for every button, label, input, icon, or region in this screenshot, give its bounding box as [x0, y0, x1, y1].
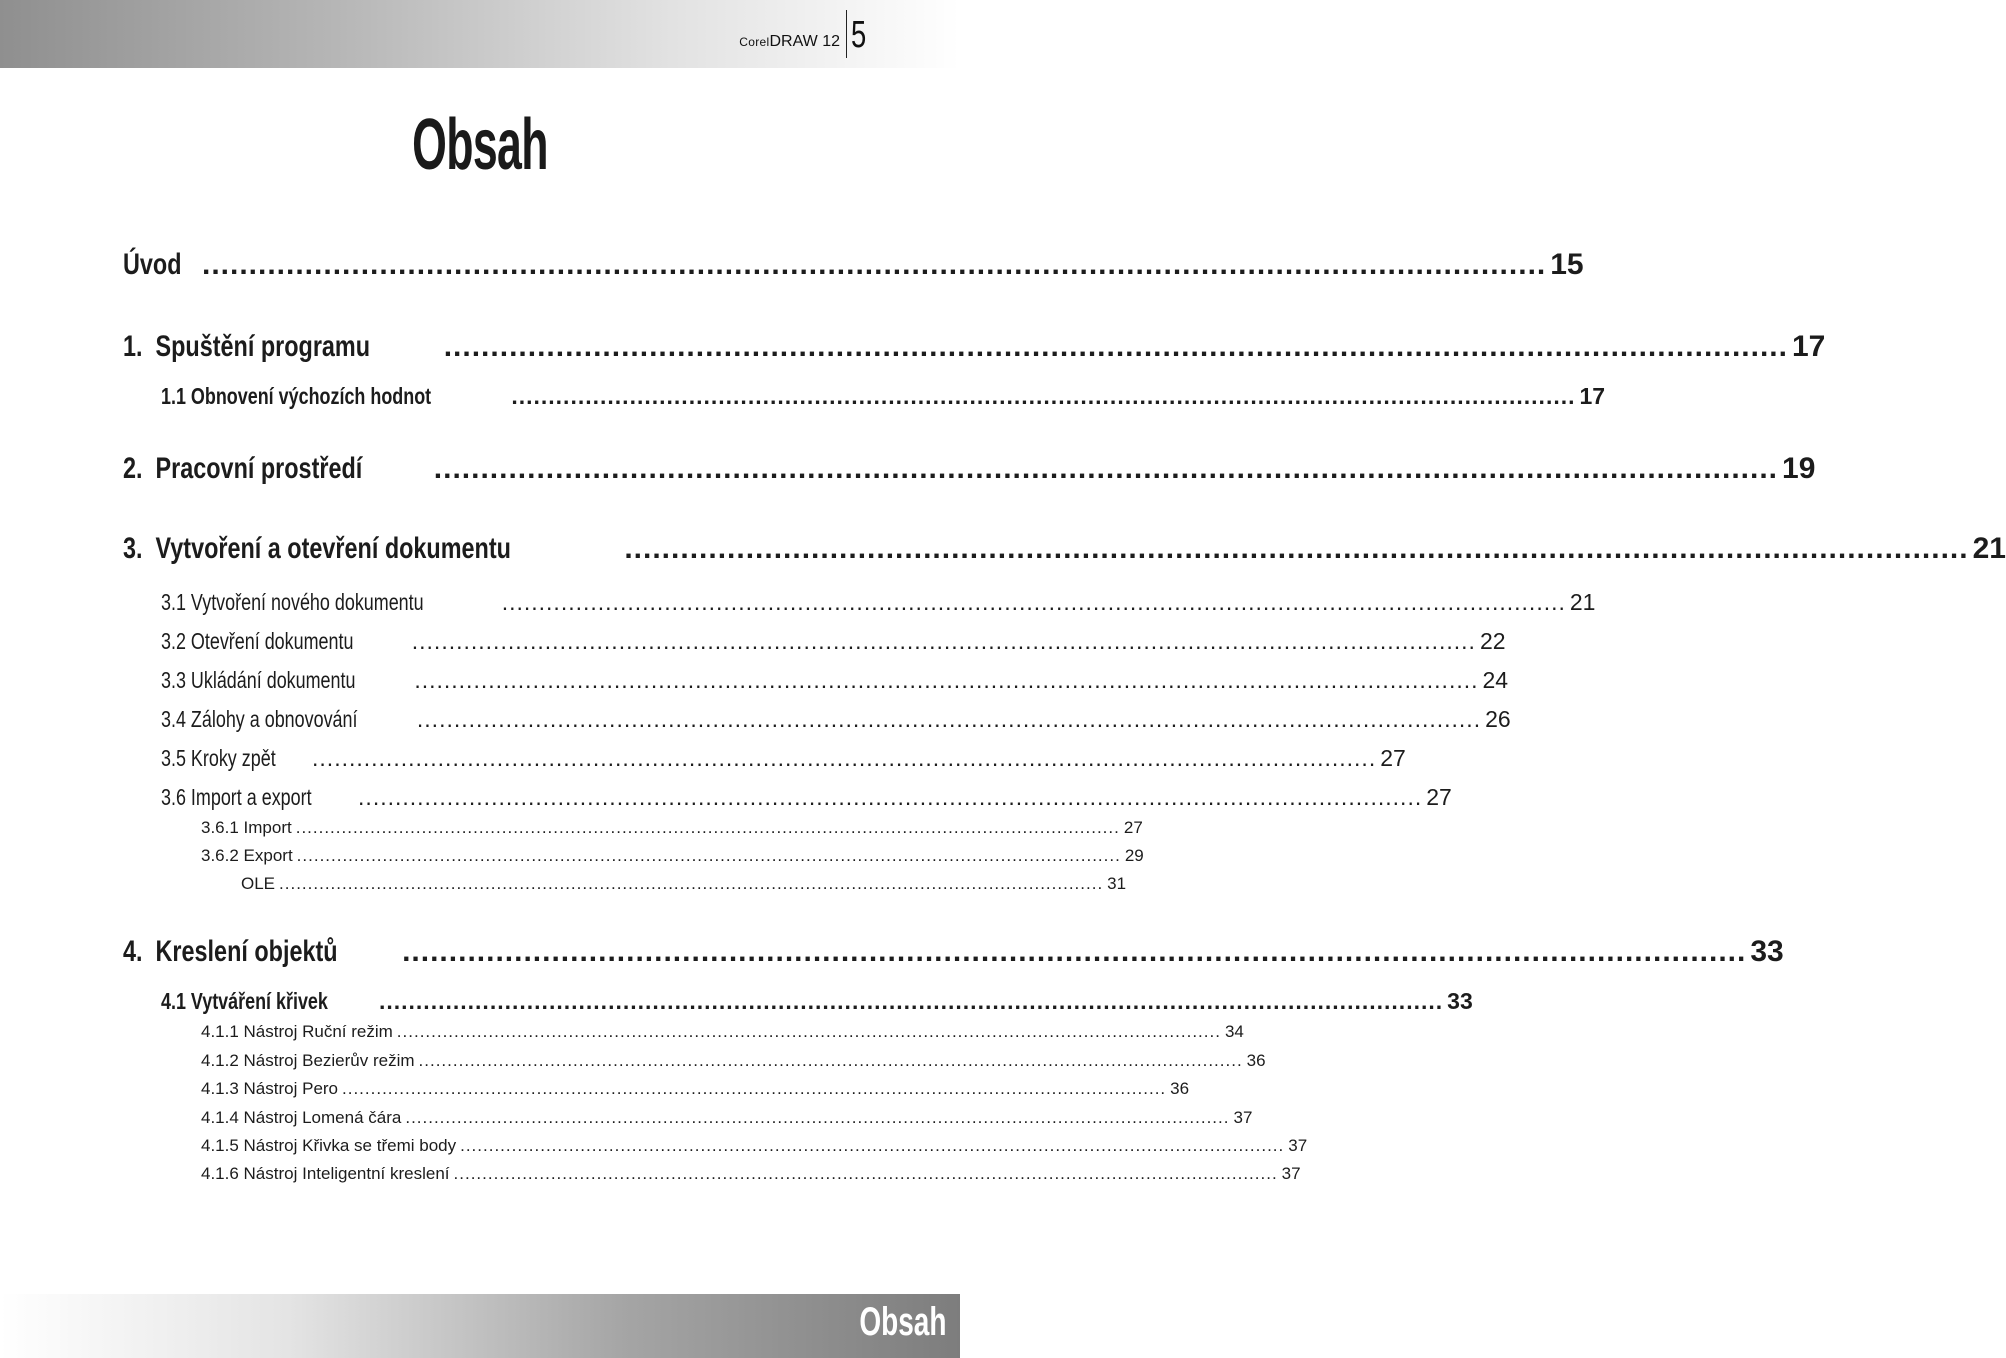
- footer-section-title: Obsah: [858, 1300, 946, 1344]
- toc-leader: ................................................................................................................................................: [624, 532, 1969, 565]
- toc-label: 4.1.1 Nástroj Ruční režim: [201, 1022, 393, 1041]
- toc-label: 1.1 Obnovení výchozích hodnot: [161, 383, 432, 409]
- toc-page: 22: [1479, 628, 1506, 654]
- toc-page: 21: [1972, 532, 2006, 565]
- toc-entry-4-1-5[interactable]: [201, 1136, 1308, 1156]
- toc-entry-3-3[interactable]: [161, 667, 1509, 694]
- toc-page: 34: [1224, 1022, 1244, 1041]
- toc-entry-chapter-2[interactable]: [123, 452, 1816, 486]
- footer-bar: [0, 1294, 960, 1358]
- toc-leader: ................................................................................................................................................: [411, 628, 1476, 654]
- toc-leader: ................................................................................................................................................: [358, 784, 1423, 810]
- toc-entry-1-1[interactable]: [161, 383, 1606, 410]
- toc-entry-4-1-1[interactable]: [201, 1022, 1244, 1042]
- toc-page: 33: [1750, 935, 1784, 968]
- toc-label: 4.1.5 Nástroj Křivka se třemi body: [201, 1136, 457, 1155]
- toc-label: 4.1.3 Nástroj Pero: [201, 1079, 339, 1098]
- toc-page: 37: [1233, 1108, 1253, 1127]
- toc-page: 36: [1170, 1079, 1190, 1098]
- toc-leader: ................................................................................................................................................: [296, 846, 1121, 865]
- toc-entry-3-2[interactable]: [161, 628, 1506, 655]
- toc-leader: ................................................................................................................................................: [416, 706, 1482, 732]
- toc-label: 4.1 Vytváření křivek: [161, 988, 328, 1014]
- toc-page: 31: [1107, 874, 1127, 893]
- toc-leader: ................................................................................................................................................: [342, 1079, 1167, 1098]
- toc-label: 4. Kreslení objektů: [123, 935, 338, 968]
- toc-entry-uvod[interactable]: [123, 248, 1584, 282]
- toc-entry-3-6[interactable]: [161, 784, 1452, 811]
- toc-entry-3-6-2[interactable]: [201, 846, 1144, 866]
- page-title: Obsah: [412, 105, 548, 185]
- toc-entry-3-4[interactable]: [161, 706, 1511, 733]
- toc-label: 3.3 Ukládání dokumentu: [161, 667, 356, 693]
- toc-entry-chapter-3[interactable]: [123, 532, 2006, 566]
- toc-entry-3-6-1[interactable]: [201, 818, 1143, 838]
- toc-leader: ................................................................................................................................................: [378, 988, 1444, 1014]
- toc-label: 3.1 Vytvoření nového dokumentu: [161, 589, 424, 615]
- toc-label: 3.2 Otevření dokumentu: [161, 628, 354, 654]
- toc-entry-4-1-3[interactable]: [201, 1079, 1190, 1099]
- toc-page: 21: [1569, 589, 1596, 615]
- toc-leader: ................................................................................................................................................: [511, 383, 1576, 409]
- toc-label: 3.6.2 Export: [201, 846, 293, 865]
- toc-entry-4-1[interactable]: [161, 988, 1473, 1015]
- toc-page: 27: [1123, 818, 1143, 837]
- toc-page: 24: [1482, 667, 1509, 693]
- toc-label: OLE: [241, 874, 276, 893]
- toc-leader: ................................................................................................................................................: [453, 1164, 1278, 1183]
- toc-entry-4-1-6[interactable]: [201, 1164, 1301, 1184]
- toc-leader: ................................................................................................................................................: [443, 330, 1788, 363]
- book-title-draw: DRAW 12: [769, 33, 840, 50]
- toc-page: 15: [1550, 248, 1584, 281]
- toc-page: 27: [1426, 784, 1452, 810]
- toc-leader: ................................................................................................................................................: [501, 589, 1566, 615]
- toc-label: 4.1.4 Nástroj Lomená čára: [201, 1108, 402, 1127]
- toc-label: 3.6.1 Import: [201, 818, 292, 837]
- toc-label: 3.6 Import a export: [161, 784, 312, 810]
- toc-leader: ................................................................................................................................................: [405, 1108, 1230, 1127]
- toc-page: 36: [1246, 1051, 1266, 1070]
- toc-entry-4-1-2[interactable]: [201, 1051, 1266, 1071]
- toc-leader: ................................................................................................................................................: [202, 248, 1547, 281]
- toc-leader: ................................................................................................................................................: [396, 1022, 1221, 1041]
- toc-leader: ................................................................................................................................................: [460, 1136, 1285, 1155]
- toc-label: 2. Pracovní prostředí: [123, 452, 363, 485]
- toc-label: 3. Vytvoření a otevření dokumentu: [123, 532, 511, 565]
- book-title-corel: Corel: [739, 35, 770, 49]
- toc-page: 33: [1447, 988, 1473, 1014]
- toc-label: 3.5 Kroky zpět: [161, 745, 276, 771]
- toc-label: 4.1.2 Nástroj Bezierův režim: [201, 1051, 415, 1070]
- toc-page: 29: [1124, 846, 1144, 865]
- toc-label: 4.1.6 Nástroj Inteligentní kreslení: [201, 1164, 450, 1183]
- toc-leader: ................................................................................................................................................: [279, 874, 1104, 893]
- toc-page: 37: [1281, 1164, 1301, 1183]
- toc-entry-chapter-4[interactable]: [123, 935, 1784, 969]
- toc-label: Úvod: [123, 248, 182, 281]
- toc-entry-3-5[interactable]: [161, 745, 1406, 772]
- toc-leader: ................................................................................................................................................: [414, 667, 1479, 693]
- toc-label: 3.4 Zálohy a obnovování: [161, 706, 358, 732]
- toc-entry-4-1-4[interactable]: [201, 1108, 1253, 1128]
- toc-leader: ................................................................................................................................................: [418, 1051, 1243, 1070]
- toc-entry-chapter-1[interactable]: [123, 330, 1826, 364]
- toc-label: 1. Spuštění programu: [123, 330, 371, 363]
- toc-leader: ................................................................................................................................................: [433, 452, 1779, 485]
- toc-leader: ................................................................................................................................................: [312, 745, 1377, 771]
- toc-leader: ................................................................................................................................................: [295, 818, 1120, 837]
- toc-page: 17: [1791, 330, 1826, 363]
- toc-page: 19: [1782, 452, 1816, 485]
- toc-page: 26: [1485, 706, 1511, 732]
- page-number: 5: [851, 14, 867, 56]
- toc-page: 37: [1288, 1136, 1308, 1155]
- toc-entry-3-1[interactable]: [161, 589, 1596, 616]
- toc-entry-ole[interactable]: [241, 874, 1127, 894]
- toc-page: 17: [1579, 383, 1606, 409]
- toc-page: 27: [1380, 745, 1406, 771]
- toc-leader: ................................................................................................................................................: [402, 935, 1747, 968]
